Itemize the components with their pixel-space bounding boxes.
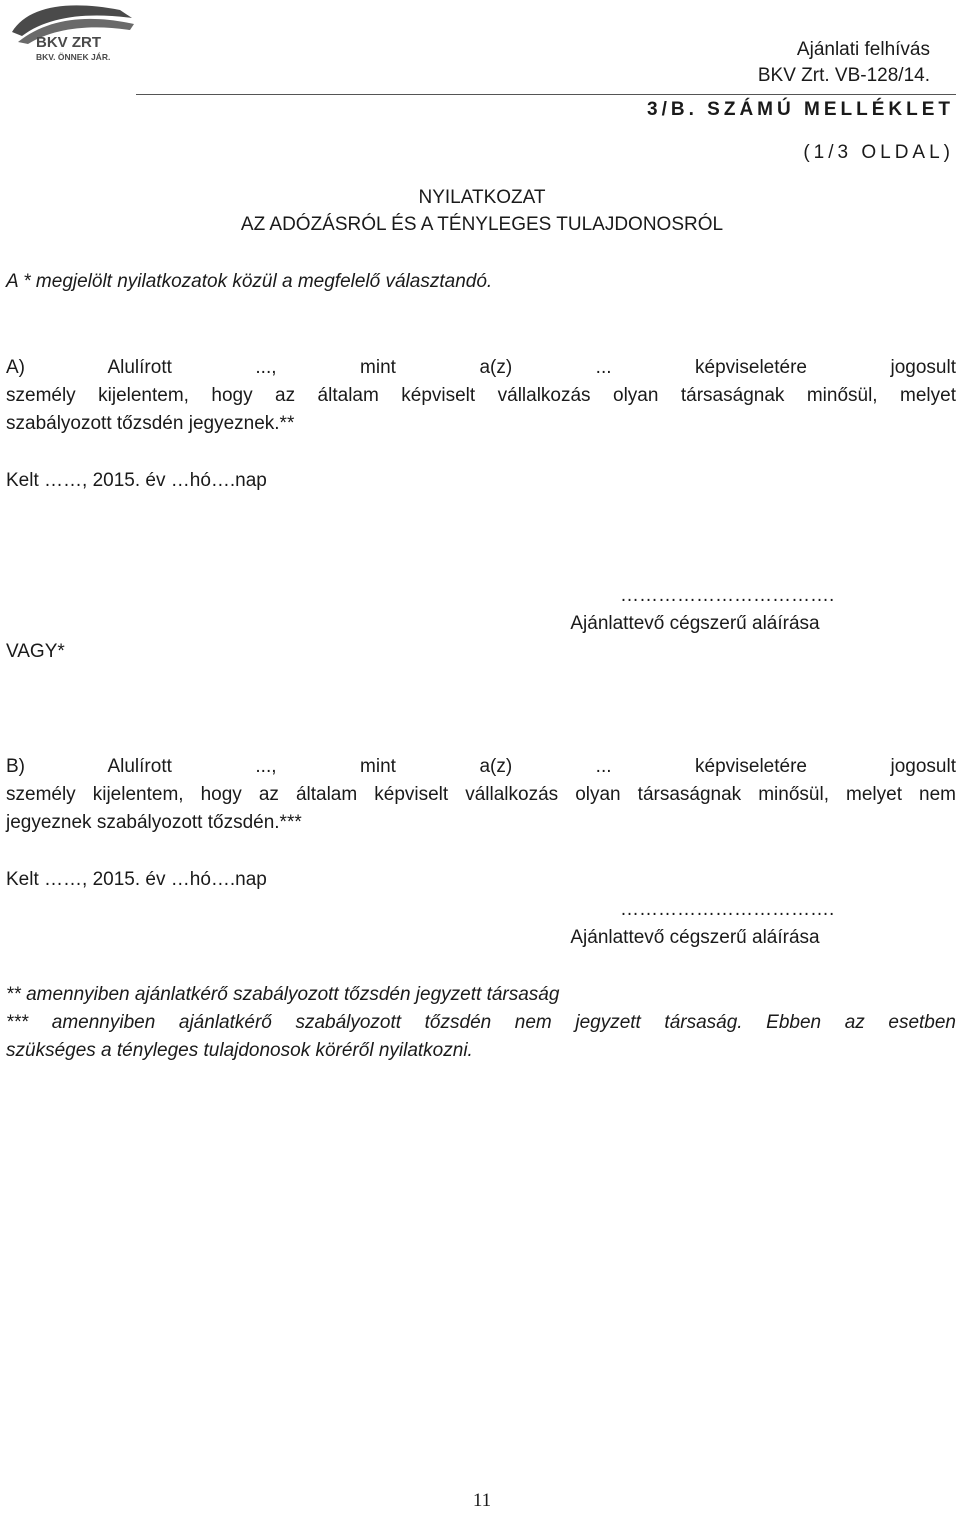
instruction-text: A * megjelölt nyilatkozatok közül a megfelelő választandó. xyxy=(6,271,493,292)
annex-label: 3/B. SZÁMÚ MELLÉKLET xyxy=(647,99,954,120)
or-label: VAGY* xyxy=(6,641,65,662)
section-b-paragraph xyxy=(6,753,956,837)
header-divider xyxy=(136,94,956,95)
declaration-subtitle: AZ ADÓZÁSRÓL ÉS A TÉNYLEGES TULAJDONOSRÓL xyxy=(240,214,724,235)
footnote-triple-star-line-1: *** amennyiben ajánlatkérő szabályozott tőzsdén nem jegyzett társaság. Ebben az esetben xyxy=(6,1012,956,1033)
section-b-line-3: jegyeznek szabályozott tőzsdén.*** xyxy=(6,812,302,833)
document-reference: BKV Zrt. VB-128/14. xyxy=(757,65,930,86)
footnote-double-star: ** amennyiben ajánlatkérő szabályozott tőzsdén jegyzett társaság xyxy=(6,984,560,1005)
section-b-signature-dots: ……………………………. xyxy=(620,899,835,920)
section-b-line-1: B) Alulírott ..., mint a(z) ... képviseletére jogosult xyxy=(6,756,956,777)
page-number: 11 xyxy=(472,1490,492,1511)
section-a-line-2: személy kijelentem, hogy az általam képviselt vállalkozás olyan társaságnak minősül, melyet xyxy=(6,385,956,406)
page-count-label: (1/3 OLDAL) xyxy=(803,142,954,163)
section-a-signature-dots: ……………………………. xyxy=(620,585,835,606)
section-b-date-line: Kelt ……, 2015. év …hó….nap xyxy=(6,869,267,890)
logo-slogan-text: BKV. ÖNNEK JÁR. xyxy=(36,52,111,62)
bkv-logo xyxy=(8,2,138,64)
section-a-paragraph xyxy=(6,354,956,438)
logo-brand-text: BKV ZRT xyxy=(36,34,101,51)
section-a-line-3: szabályozott tőzsdén jegyeznek.** xyxy=(6,413,295,434)
section-a-signature-label: Ajánlattevő cégszerű aláírása xyxy=(570,613,820,634)
footnote-triple-star-line-2: szükséges a tényleges tulajdonosok köréről nyilatkozni. xyxy=(6,1040,473,1061)
section-a-date-line: Kelt ……, 2015. év …hó….nap xyxy=(6,470,267,491)
document-title: Ajánlati felhívás xyxy=(796,39,930,60)
bkv-logo-mark xyxy=(8,2,138,64)
declaration-title: NYILATKOZAT xyxy=(418,187,546,208)
section-a-line-1: A) Alulírott ..., mint a(z) ... képviseletére jogosult xyxy=(6,357,956,378)
section-b-line-2: személy kijelentem, hogy az általam képviselt vállalkozás olyan társaságnak minősül, melyet nem xyxy=(6,784,956,805)
section-b-signature-label: Ajánlattevő cégszerű aláírása xyxy=(570,927,820,948)
footnote-triple-star xyxy=(6,1009,956,1065)
